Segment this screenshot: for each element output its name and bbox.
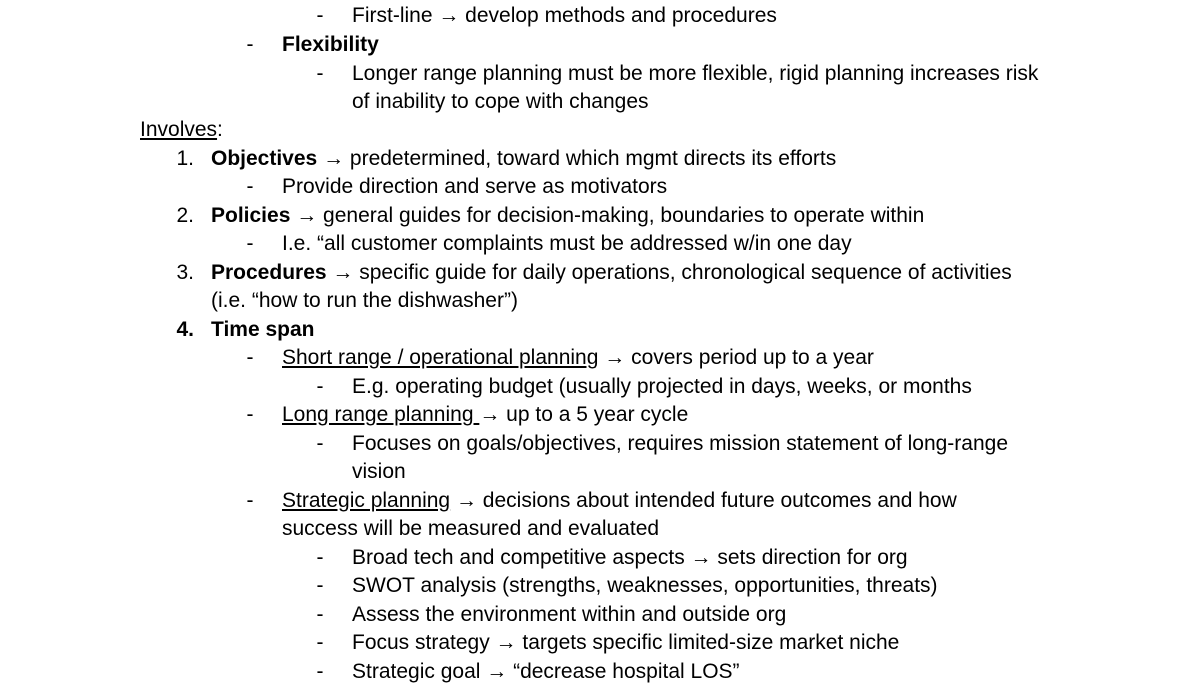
bullet-first-line: First-line → develop methods and procedures xyxy=(352,4,777,27)
bullet-dash: - xyxy=(316,660,324,683)
long-range-label: Long range planning xyxy=(282,403,480,426)
bullet-dash: - xyxy=(316,603,324,626)
long-range-sub-cont: vision xyxy=(352,460,406,483)
item-policies xyxy=(211,202,924,230)
long-range xyxy=(282,401,688,429)
bullet-dash: - xyxy=(316,62,324,85)
item-procedures xyxy=(211,259,1012,287)
short-range-text: → covers period up to a year xyxy=(598,346,874,369)
strategic-cont: success will be measured and evaluated xyxy=(282,517,660,540)
short-range xyxy=(282,344,874,372)
bullet-dash: - xyxy=(316,546,324,569)
bold-time-span: Time span xyxy=(211,318,315,341)
procedures-cont: (i.e. “how to run the dishwasher”) xyxy=(211,289,518,312)
bullet-dash: - xyxy=(316,4,324,27)
item-time-span xyxy=(211,316,314,344)
short-range-sub: E.g. operating budget (usually projected in days, weeks, or months xyxy=(352,375,972,398)
strategic-sub-5: Strategic goal → “decrease hospital LOS” xyxy=(352,660,740,683)
item-objectives xyxy=(211,145,836,173)
bullet-dash: - xyxy=(316,375,324,398)
bullet-dash: - xyxy=(246,346,254,369)
long-range-sub: Focuses on goals/objectives, requires mission statement of long-range xyxy=(352,432,1009,455)
bullet-dash: - xyxy=(246,403,254,426)
policies-sub: I.e. “all customer complaints must be addressed w/in one day xyxy=(282,232,852,255)
strategic xyxy=(282,487,957,515)
bold-objectives: Objectives xyxy=(211,147,318,170)
bullet-dash: - xyxy=(316,631,324,654)
bullet-dash: - xyxy=(246,232,254,255)
list-number: 4. xyxy=(176,318,194,341)
strategic-text: → decisions about intended future outcomes and how xyxy=(450,489,957,512)
heading-flexibility xyxy=(282,31,379,59)
strategic-sub-1: Broad tech and competitive aspects → sets direction for org xyxy=(352,546,908,569)
bullet-flexibility-text: Longer range planning must be more flexible, rigid planning increases risk xyxy=(352,62,1039,85)
procedures-text: → specific guide for daily operations, chronological sequence of activities xyxy=(326,261,1012,284)
objectives-text: → predetermined, toward which mgmt directs its efforts xyxy=(317,147,837,170)
involves-colon: : xyxy=(217,118,223,141)
bullet-dash: - xyxy=(246,175,254,198)
bullet-dash: - xyxy=(316,574,324,597)
list-number: 3. xyxy=(176,261,194,284)
strategic-sub-4: Focus strategy → targets specific limited-size market niche xyxy=(352,631,900,654)
bold-flexibility: Flexibility xyxy=(282,33,379,56)
short-range-label: Short range / operational planning xyxy=(282,346,599,369)
list-number: 1. xyxy=(176,147,194,170)
strategic-sub-2: SWOT analysis (strengths, weaknesses, opportunities, threats) xyxy=(352,574,938,597)
strategic-sub-3: Assess the environment within and outside org xyxy=(352,603,787,626)
long-range-text: → up to a 5 year cycle xyxy=(479,403,689,426)
involves-label xyxy=(140,116,223,144)
list-number: 2. xyxy=(176,204,194,227)
policies-text: → general guides for decision-making, boundaries to operate within xyxy=(290,204,925,227)
bold-procedures: Procedures xyxy=(211,261,327,284)
involves-word: Involves xyxy=(140,118,218,141)
strategic-label: Strategic planning xyxy=(282,489,451,512)
bullet-dash: - xyxy=(246,33,254,56)
bullet-flexibility-text-cont: of inability to cope with changes xyxy=(352,90,649,113)
objectives-sub: Provide direction and serve as motivators xyxy=(282,175,668,198)
bullet-dash: - xyxy=(316,432,324,455)
bullet-dash: - xyxy=(246,489,254,512)
bold-policies: Policies xyxy=(211,204,291,227)
